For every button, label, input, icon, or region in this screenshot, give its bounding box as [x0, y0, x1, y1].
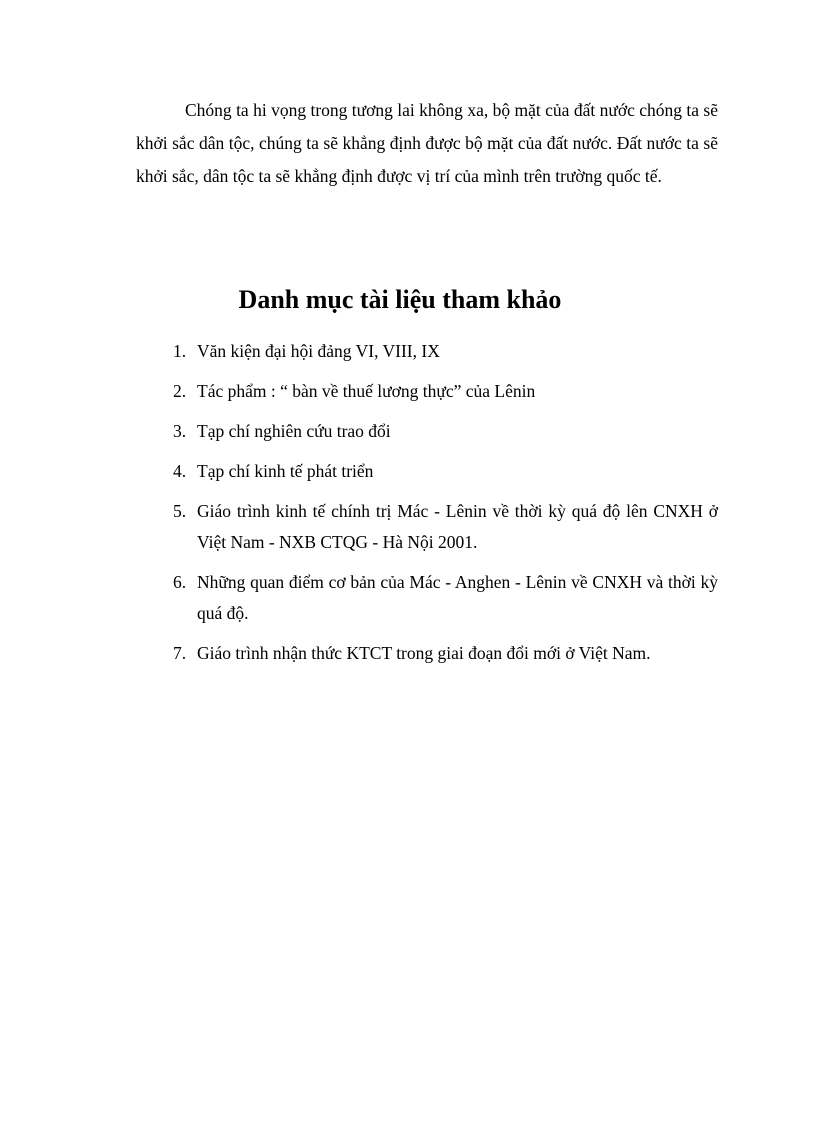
reference-text: Tác phẩm : “ bàn về thuế lương thực” của Lênin: [197, 381, 536, 401]
reference-item: [173, 456, 718, 487]
reference-text: Tạp chí kinh tế phát triển: [197, 461, 374, 481]
reference-item: [173, 496, 718, 558]
references-list: [173, 336, 718, 678]
reference-text: Tạp chí nghiên cứu trao đổi: [197, 421, 391, 441]
reference-text: Giáo trình nhận thức KTCT trong giai đoạn đổi mới ở Việt Nam.: [197, 643, 651, 663]
reference-text: Giáo trình kinh tế chính trị Mác - Lênin về thời kỳ quá độ lên CNXH ở Việt Nam - NXB CTQG - Hà Nội 2001.: [197, 501, 718, 552]
reference-text: Những quan điểm cơ bản của Mác - Anghen - Lênin về CNXH và thời kỳ quá độ.: [197, 572, 718, 623]
intro-paragraph: Chóng ta hi vọng trong tương lai không xa, bộ mặt của đất nước chóng ta sẽ khởi sắc dân tộc, chúng ta sẽ khẳng định được bộ mặt của đất nước. Đất nước ta sẽ khởi sắc, dân tộc ta sẽ khẳng định được vị trí của mình trên trường quốc tế.: [136, 100, 718, 186]
reference-number: 1.: [173, 341, 187, 361]
reference-item: [173, 638, 718, 669]
reference-number: 6.: [173, 572, 187, 592]
reference-text: Văn kiện đại hội đảng VI, VIII, IX: [197, 341, 440, 361]
reference-number: 2.: [173, 381, 187, 401]
reference-number: 7.: [173, 643, 187, 663]
reference-item: [173, 567, 718, 629]
reference-number: 3.: [173, 421, 187, 441]
references-heading: Danh mục tài liệu tham khảo: [238, 285, 562, 314]
reference-item: [173, 416, 718, 447]
reference-number: 5.: [173, 501, 187, 521]
reference-item: [173, 336, 718, 367]
reference-item: [173, 376, 718, 407]
reference-number: 4.: [173, 461, 187, 481]
